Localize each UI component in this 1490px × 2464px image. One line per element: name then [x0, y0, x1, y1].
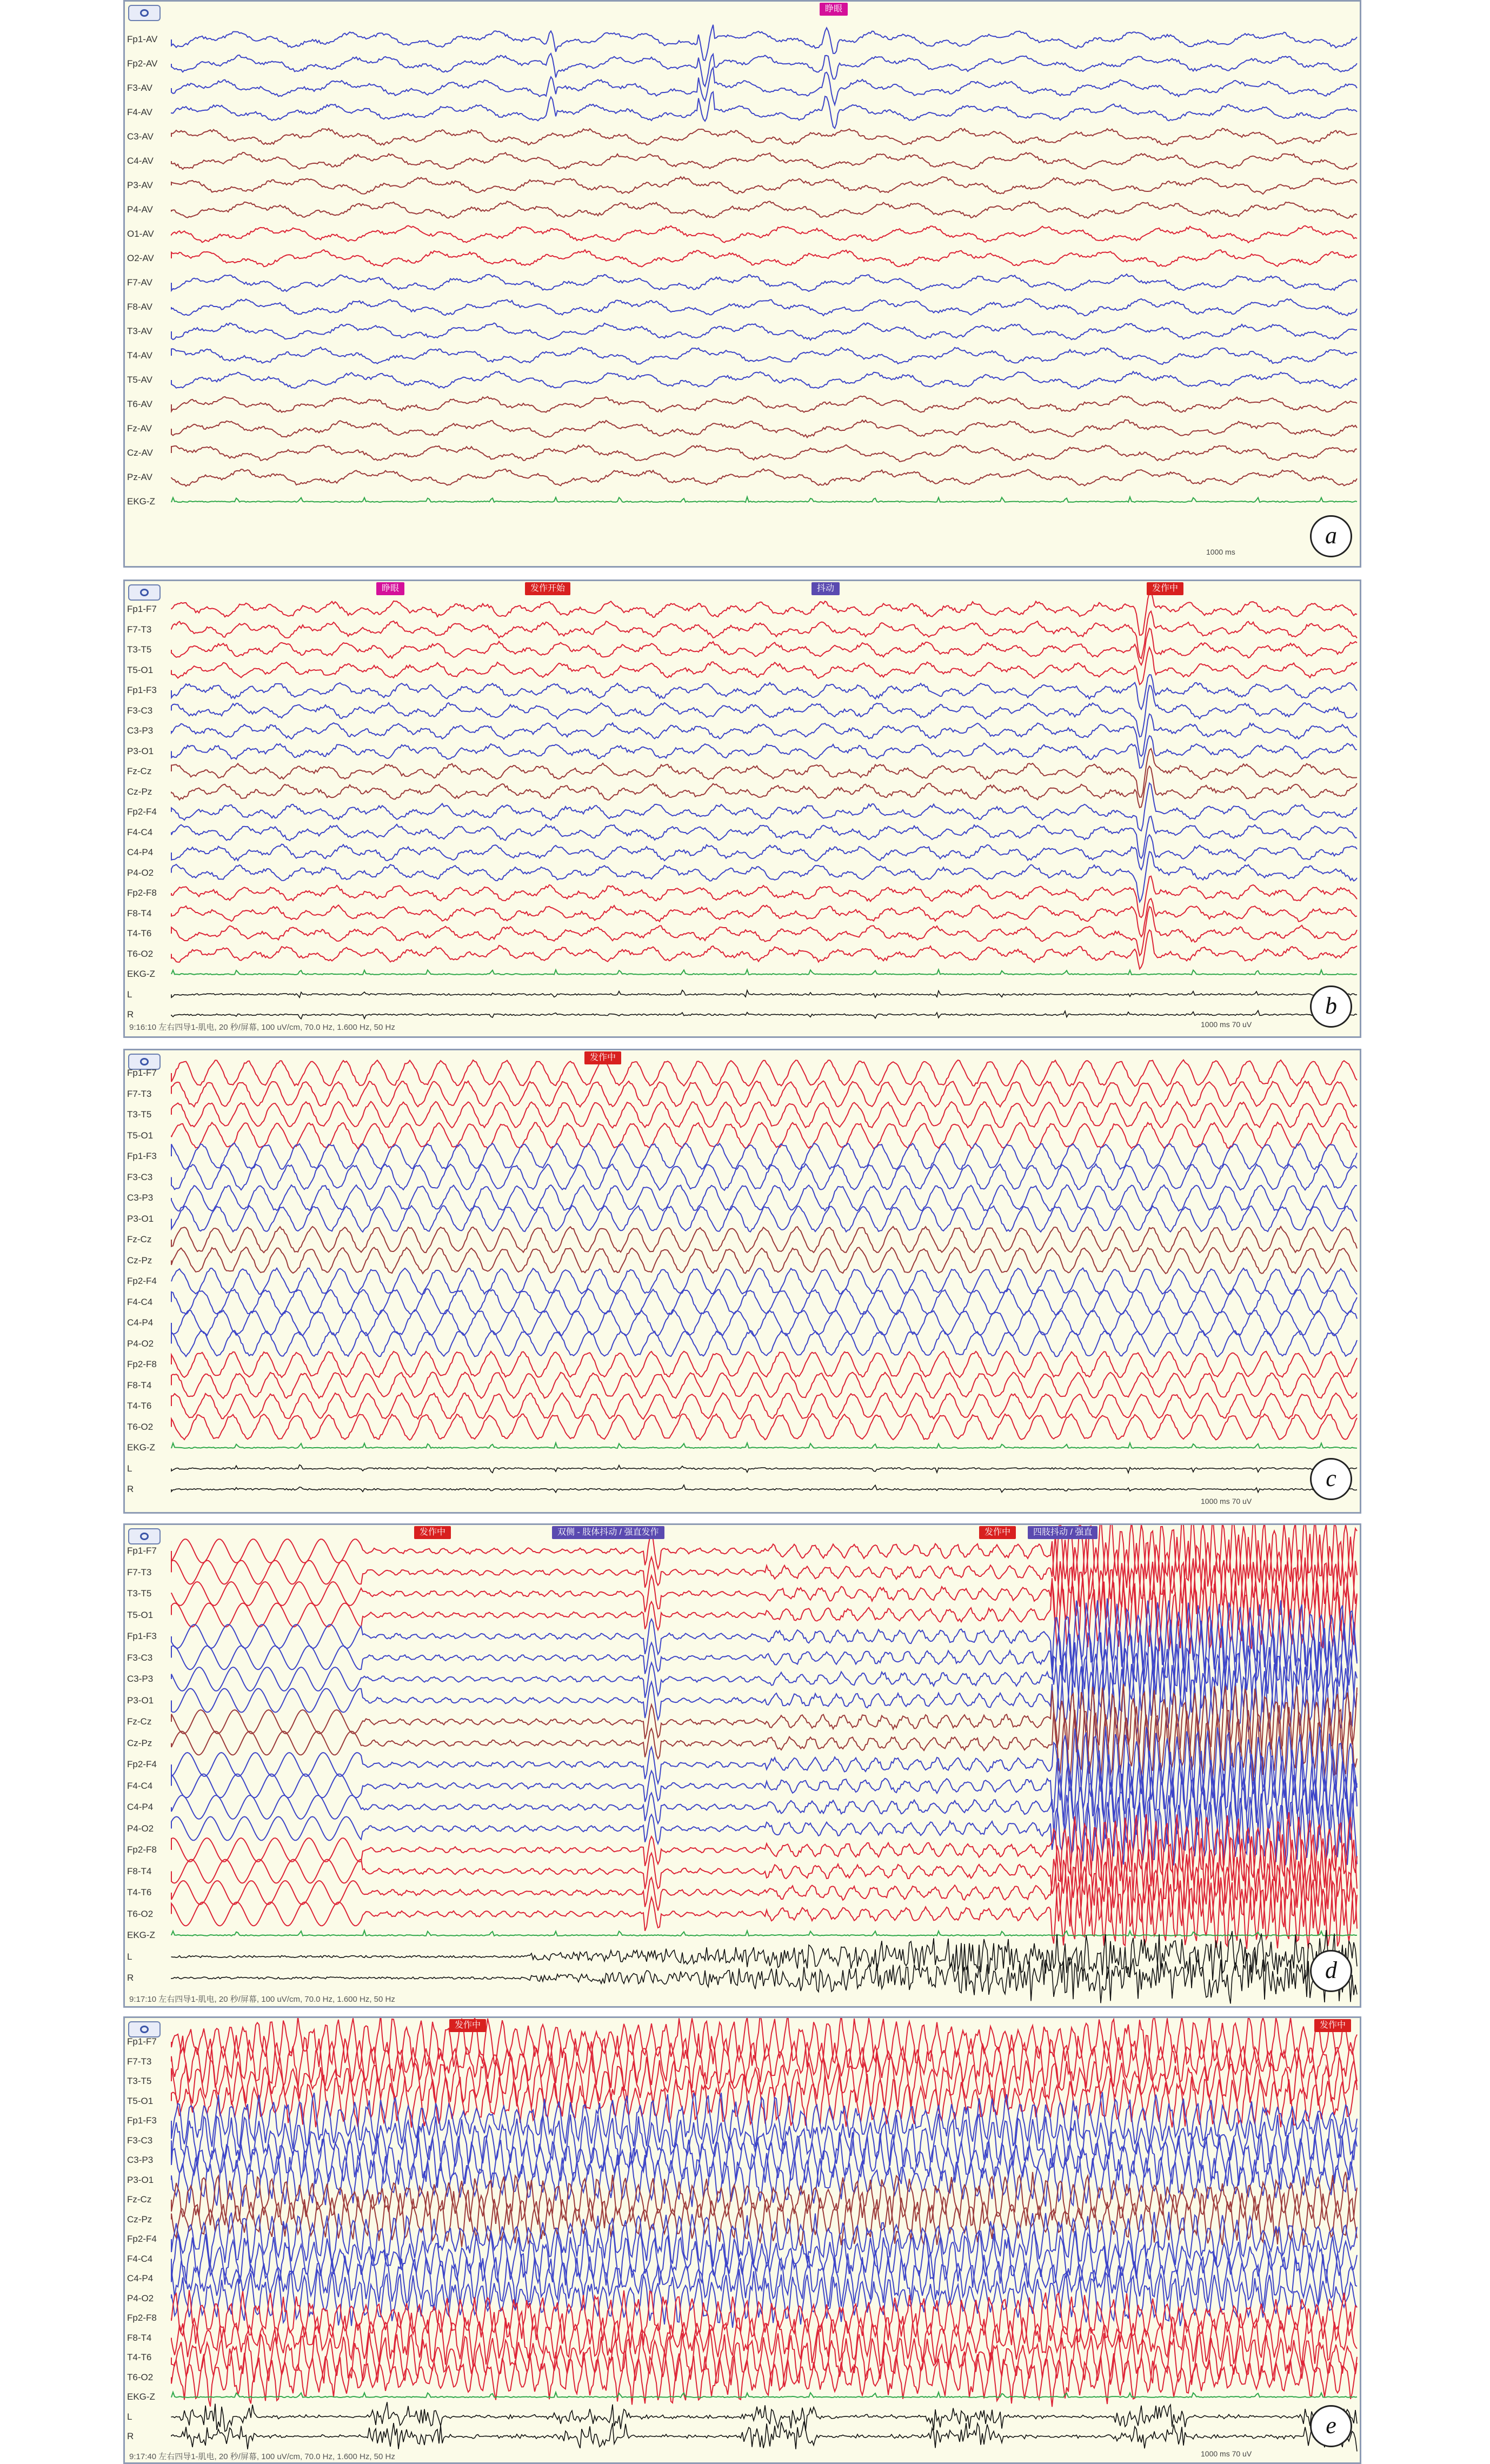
eeg-trace	[171, 128, 1357, 145]
eeg-trace	[171, 1684, 1357, 1757]
panel-letter-a: a	[1310, 515, 1352, 557]
eeg-trace	[171, 1143, 1357, 1170]
channel-label[interactable]: C4-AV	[127, 156, 154, 166]
channel-label[interactable]: T6-O2	[127, 1421, 154, 1432]
eeg-trace	[171, 1122, 1357, 1149]
channel-label[interactable]: Fp1-F3	[127, 2115, 157, 2126]
channel-label[interactable]: T4-T6	[127, 928, 152, 938]
channel-label[interactable]: P4-AV	[127, 204, 153, 215]
event-marker[interactable]: 发作中	[1314, 2019, 1351, 2032]
channel-label[interactable]: F7-T3	[127, 1088, 152, 1099]
channel-label[interactable]: F8-T4	[127, 1866, 152, 1876]
eeg-trace	[171, 177, 1357, 194]
eeg-trace	[171, 970, 1357, 975]
channel-label[interactable]: F4-C4	[127, 827, 153, 837]
event-marker[interactable]: 四肢抖动 / 强直	[1028, 1526, 1097, 1539]
eeg-trace	[171, 1081, 1357, 1107]
channel-label[interactable]: C4-P4	[127, 1802, 154, 1812]
panel-letter-c: c	[1310, 1458, 1352, 1500]
eeg-trace	[171, 299, 1357, 316]
channel-label[interactable]: F4-AV	[127, 107, 152, 117]
channel-label[interactable]: O2-AV	[127, 253, 154, 263]
time-scale: 1000 ms 70 uV	[1201, 1020, 1252, 1029]
eeg-trace	[171, 323, 1357, 340]
channel-label[interactable]: F3-C3	[127, 2135, 153, 2146]
eeg-trace	[171, 2421, 1357, 2451]
channel-label[interactable]: T4-T6	[127, 1887, 152, 1897]
channel-label[interactable]: T4-T6	[127, 2352, 152, 2362]
eeg-trace	[171, 1465, 1357, 1473]
channel-label[interactable]: L	[127, 2411, 132, 2422]
channel-label[interactable]: Cz-Pz	[127, 2214, 152, 2225]
eeg-trace	[171, 1876, 1357, 1949]
channel-label[interactable]: Fp1-F7	[127, 604, 157, 614]
eeg-trace	[171, 783, 1357, 831]
channel-label[interactable]: EKG-Z	[127, 1442, 155, 1453]
eeg-trace	[171, 1102, 1357, 1128]
channel-label[interactable]: R	[127, 1484, 134, 1494]
channel-label[interactable]: Fp2-F4	[127, 807, 157, 817]
eeg-trace	[171, 930, 1357, 969]
eeg-trace	[171, 25, 1357, 61]
eeg-trace	[171, 1164, 1357, 1190]
channel-label[interactable]: P4-O2	[127, 1338, 154, 1349]
eeg-traces-d	[125, 1525, 1360, 2006]
channel-label[interactable]: C4-P4	[127, 2273, 154, 2283]
channel-labels-c	[125, 1050, 170, 1512]
channel-label[interactable]: Cz-AV	[127, 448, 153, 458]
channel-label[interactable]: C4-P4	[127, 1317, 154, 1328]
channel-label[interactable]: Fp2-F8	[127, 1844, 157, 1855]
event-marker[interactable]: 抖动	[811, 582, 840, 595]
channel-label[interactable]: EKG-Z	[127, 1930, 155, 1940]
eeg-trace	[171, 2392, 1357, 2398]
eeg-trace	[171, 749, 1357, 797]
event-marker[interactable]: 发作开始	[525, 582, 570, 595]
eeg-trace	[171, 1310, 1357, 1336]
channel-labels-d	[125, 1525, 170, 2006]
channel-label[interactable]: T5-AV	[127, 375, 152, 385]
channel-label[interactable]: Fp2-F8	[127, 888, 157, 898]
channel-label[interactable]: C3-P3	[127, 1193, 154, 1203]
eeg-trace	[171, 766, 1357, 808]
eeg-trace	[171, 201, 1357, 218]
eeg-panel-a	[123, 0, 1361, 568]
eeg-trace	[171, 990, 1357, 998]
channel-label[interactable]: F8-T4	[127, 2332, 152, 2343]
channel-label[interactable]: T4-T6	[127, 1401, 152, 1411]
eeg-trace	[171, 736, 1357, 768]
channel-label[interactable]: T3-T5	[127, 1109, 152, 1120]
eeg-trace	[171, 1393, 1357, 1420]
event-marker[interactable]: 双侧 - 肢体抖动 / 强直发作	[552, 1526, 664, 1539]
channel-label[interactable]: R	[127, 1973, 134, 1983]
eeg-panel-b	[123, 580, 1361, 1038]
channel-label[interactable]: Fz-Cz	[127, 1234, 152, 1244]
eeg-trace	[171, 2402, 1357, 2431]
eeg-trace	[171, 714, 1357, 756]
channel-label[interactable]: F3-C3	[127, 1652, 153, 1663]
eeg-trace	[171, 2349, 1357, 2407]
eeg-trace	[171, 1330, 1357, 1357]
channel-label[interactable]: P3-O1	[127, 2174, 154, 2185]
eeg-trace	[171, 445, 1357, 462]
channel-label[interactable]: Fz-Cz	[127, 766, 152, 776]
channel-label[interactable]: Fp1-F7	[127, 1546, 157, 1556]
eeg-trace	[171, 1268, 1357, 1295]
panel-letter-d: d	[1310, 1950, 1352, 1992]
event-marker[interactable]: 睁眼	[820, 3, 848, 16]
channel-label[interactable]: T5-O1	[127, 664, 154, 675]
eeg-trace	[171, 835, 1357, 870]
channel-label[interactable]: T3-T5	[127, 1588, 152, 1599]
eeg-trace	[171, 1010, 1357, 1019]
channel-label[interactable]: F7-T3	[127, 2056, 152, 2067]
channel-label[interactable]: P3-O1	[127, 1695, 154, 1706]
channel-label[interactable]: Fp2-F4	[127, 1276, 157, 1286]
channel-label[interactable]: F7-T3	[127, 624, 152, 635]
eeg-trace	[171, 876, 1357, 917]
eeg-traces-e	[125, 2018, 1360, 2462]
channel-label[interactable]: Fp1-AV	[127, 34, 158, 44]
panel-letter-e: e	[1310, 2405, 1352, 2447]
time-scale: 1000 ms 70 uV	[1201, 2449, 1252, 2458]
eeg-trace	[171, 1525, 1357, 1588]
channel-label[interactable]: T6-O2	[127, 1908, 154, 1919]
recording-info: 9:16:10 左右四导1-肌电, 20 秒/屏幕, 100 uV/cm, 70.0 Hz, 1.600 Hz, 50 Hz	[129, 1023, 395, 1032]
channel-label[interactable]: Fz-Cz	[127, 2194, 152, 2205]
eeg-panel-e	[123, 2016, 1361, 2464]
eeg-trace	[171, 1485, 1357, 1493]
channel-label[interactable]: T3-T5	[127, 644, 152, 655]
channel-label[interactable]: F3-C3	[127, 705, 153, 716]
eeg-trace	[171, 497, 1357, 502]
event-marker[interactable]: 发作中	[449, 2019, 486, 2032]
channel-label[interactable]: Cz-Pz	[127, 1255, 152, 1266]
time-scale: 1000 ms	[1206, 548, 1235, 556]
eeg-trace	[171, 1372, 1357, 1399]
channel-label[interactable]: Fp2-F4	[127, 2234, 157, 2244]
eeg-trace	[171, 1443, 1357, 1448]
channel-label[interactable]: Fp2-F8	[127, 1359, 157, 1369]
eeg-trace	[171, 420, 1357, 438]
channel-label[interactable]: F7-T3	[127, 1567, 152, 1577]
channel-label[interactable]: F4-C4	[127, 2253, 153, 2264]
eeg-trace	[171, 1930, 1357, 1936]
eeg-trace	[171, 816, 1357, 858]
eeg-traces-b	[125, 581, 1360, 1036]
channel-label[interactable]: P4-O2	[127, 1823, 154, 1834]
channel-label[interactable]: Fp2-F4	[127, 1759, 157, 1769]
eeg-trace	[171, 907, 1357, 956]
channel-label[interactable]: T5-O1	[127, 1609, 154, 1620]
channel-label[interactable]: EKG-Z	[127, 969, 155, 979]
recording-info: 9:17:10 左右四导1-肌电, 20 秒/屏幕, 100 uV/cm, 70.0 Hz, 1.600 Hz, 50 Hz	[129, 1995, 395, 2004]
eeg-trace	[171, 1060, 1357, 1087]
channel-label[interactable]: F3-AV	[127, 83, 152, 93]
channel-labels-e	[125, 2018, 170, 2462]
channel-label[interactable]: Fp1-F7	[127, 1068, 157, 1078]
event-marker[interactable]: 发作中	[584, 1051, 621, 1064]
eeg-trace	[171, 469, 1357, 486]
channel-labels-a	[125, 2, 170, 566]
channel-label[interactable]: T6-O2	[127, 948, 154, 959]
channel-label[interactable]: EKG-Z	[127, 496, 155, 507]
recording-info: 9:17:40 左右四导1-肌电, 20 秒/屏幕, 100 uV/cm, 70.0 Hz, 1.600 Hz, 50 Hz	[129, 2452, 395, 2461]
channel-label[interactable]: T5-O1	[127, 2095, 154, 2106]
channel-label[interactable]: P3-AV	[127, 180, 153, 190]
channel-label[interactable]: O1-AV	[127, 229, 154, 239]
eeg-trace	[171, 152, 1357, 170]
channel-label[interactable]: P3-O1	[127, 1213, 154, 1224]
eeg-traces-c	[125, 1050, 1360, 1512]
channel-label[interactable]: P3-O1	[127, 745, 154, 756]
eeg-panel-d	[123, 1523, 1361, 2008]
eeg-trace	[171, 371, 1357, 389]
channel-label[interactable]: C3-AV	[127, 131, 154, 142]
channel-label[interactable]: L	[127, 1951, 132, 1962]
eeg-trace	[171, 591, 1357, 635]
channel-label[interactable]: F4-C4	[127, 1780, 153, 1791]
channel-label[interactable]: T3-T5	[127, 2076, 152, 2086]
event-marker[interactable]: 发作中	[1147, 582, 1183, 595]
channel-label[interactable]: C4-P4	[127, 847, 154, 857]
eeg-trace	[171, 347, 1357, 364]
channel-label[interactable]: F4-C4	[127, 1296, 153, 1307]
channel-label[interactable]: EKG-Z	[127, 2392, 155, 2402]
eeg-panel-c	[123, 1049, 1361, 1514]
event-marker[interactable]: 发作中	[414, 1526, 451, 1539]
channel-label[interactable]: T6-AV	[127, 399, 152, 409]
channel-label[interactable]: Cz-Pz	[127, 1737, 152, 1748]
event-marker[interactable]: 发作中	[979, 1526, 1016, 1539]
time-scale: 1000 ms 70 uV	[1201, 1497, 1252, 1506]
channel-label[interactable]: F8-AV	[127, 302, 152, 312]
channel-label[interactable]: P4-O2	[127, 867, 154, 878]
event-marker[interactable]: 睁眼	[376, 582, 404, 595]
channel-label[interactable]: Fp1-F7	[127, 2036, 157, 2047]
channel-labels-b	[125, 581, 170, 1036]
channel-label[interactable]: P4-O2	[127, 2293, 154, 2303]
channel-label[interactable]: R	[127, 2431, 134, 2441]
channel-label[interactable]: F8-T4	[127, 908, 152, 918]
channel-label[interactable]: Fz-Cz	[127, 1716, 152, 1727]
panel-letter-b: b	[1310, 985, 1352, 1028]
eeg-trace	[171, 396, 1357, 412]
channel-label[interactable]: R	[127, 1009, 134, 1020]
channel-label[interactable]: T3-AV	[127, 326, 152, 336]
eeg-trace	[171, 68, 1357, 105]
eeg-traces-a	[125, 2, 1360, 566]
channel-label[interactable]: Fz-AV	[127, 423, 152, 434]
channel-label[interactable]: L	[127, 989, 132, 1000]
channel-label[interactable]: Cz-Pz	[127, 786, 152, 797]
eeg-trace	[171, 274, 1357, 291]
channel-label[interactable]: Fp2-F8	[127, 2313, 157, 2323]
channel-label[interactable]: F3-C3	[127, 1171, 153, 1182]
channel-label[interactable]: T4-AV	[127, 350, 152, 361]
eeg-trace	[171, 54, 1357, 86]
channel-label[interactable]: Fp1-F3	[127, 685, 157, 695]
eeg-trace	[171, 92, 1357, 128]
channel-label[interactable]: F8-T4	[127, 1380, 152, 1390]
channel-label[interactable]: Fp2-AV	[127, 58, 158, 69]
channel-label[interactable]: T6-O2	[127, 2372, 154, 2382]
eeg-trace	[171, 250, 1357, 267]
eeg-trace	[171, 647, 1357, 684]
eeg-trace	[171, 675, 1357, 709]
channel-label[interactable]: L	[127, 1463, 132, 1474]
channel-label[interactable]: Fp1-F3	[127, 1631, 157, 1641]
channel-label[interactable]: Fp1-F3	[127, 1151, 157, 1161]
channel-label[interactable]: Pz-AV	[127, 472, 152, 482]
channel-label[interactable]: T5-O1	[127, 1130, 154, 1141]
channel-label[interactable]: C3-P3	[127, 725, 154, 736]
channel-label[interactable]: C3-P3	[127, 1674, 154, 1684]
channel-label[interactable]: F7-AV	[127, 277, 152, 288]
eeg-trace	[171, 225, 1357, 243]
channel-label[interactable]: C3-P3	[127, 2155, 154, 2165]
